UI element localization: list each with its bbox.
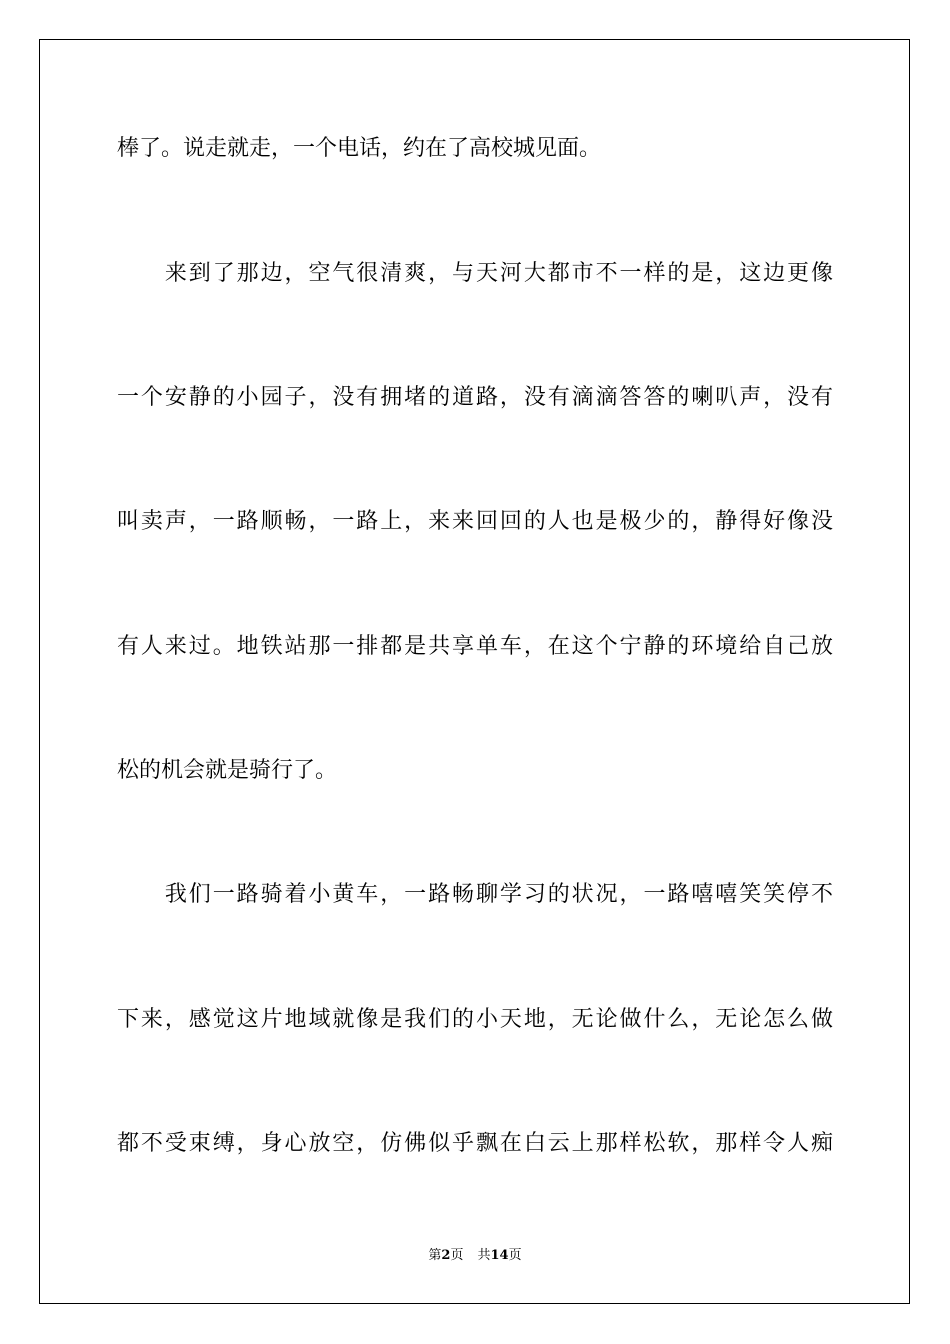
text-line-4: 叫卖声，一路顺畅，一路上，来来回回的人也是极少的，静得好像没 xyxy=(117,509,833,534)
text-line-9: 都不受束缚，身心放空，仿佛似乎飘在白云上那样松软，那样令人痴 xyxy=(117,1131,833,1156)
footer-total-prefix: 共 xyxy=(477,1248,491,1263)
text-line-5: 有人来过。地铁站那一排都是共享单车，在这个宁静的环境给自己放 xyxy=(117,634,833,659)
footer-page-prefix: 第 xyxy=(428,1248,442,1263)
text-line-3: 一个安静的小园子，没有拥堵的道路，没有滴滴答答的喇叭声，没有 xyxy=(117,385,833,410)
text-line-8: 下来，感觉这片地域就像是我们的小天地，无论做什么，无论怎么做 xyxy=(117,1007,833,1032)
text-line-1: 棒了。说走就走，一个电话，约在了高校城见面。 xyxy=(117,136,602,161)
footer-page-total: 14 xyxy=(490,1248,509,1263)
footer-total-unit: 页 xyxy=(508,1248,522,1263)
footer-page-unit: 页 xyxy=(450,1248,464,1263)
footer-page-current: 2 xyxy=(441,1248,451,1263)
text-line-6: 松的机会就是骑行了。 xyxy=(117,758,338,783)
page-footer xyxy=(0,1247,950,1265)
text-line-7: 我们一路骑着小黄车，一路畅聊学习的状况，一路嘻嘻笑笑停不 xyxy=(117,882,833,907)
text-line-2: 来到了那边，空气很清爽，与天河大都市不一样的是，这边更像 xyxy=(117,261,833,286)
page-border xyxy=(39,39,910,1304)
